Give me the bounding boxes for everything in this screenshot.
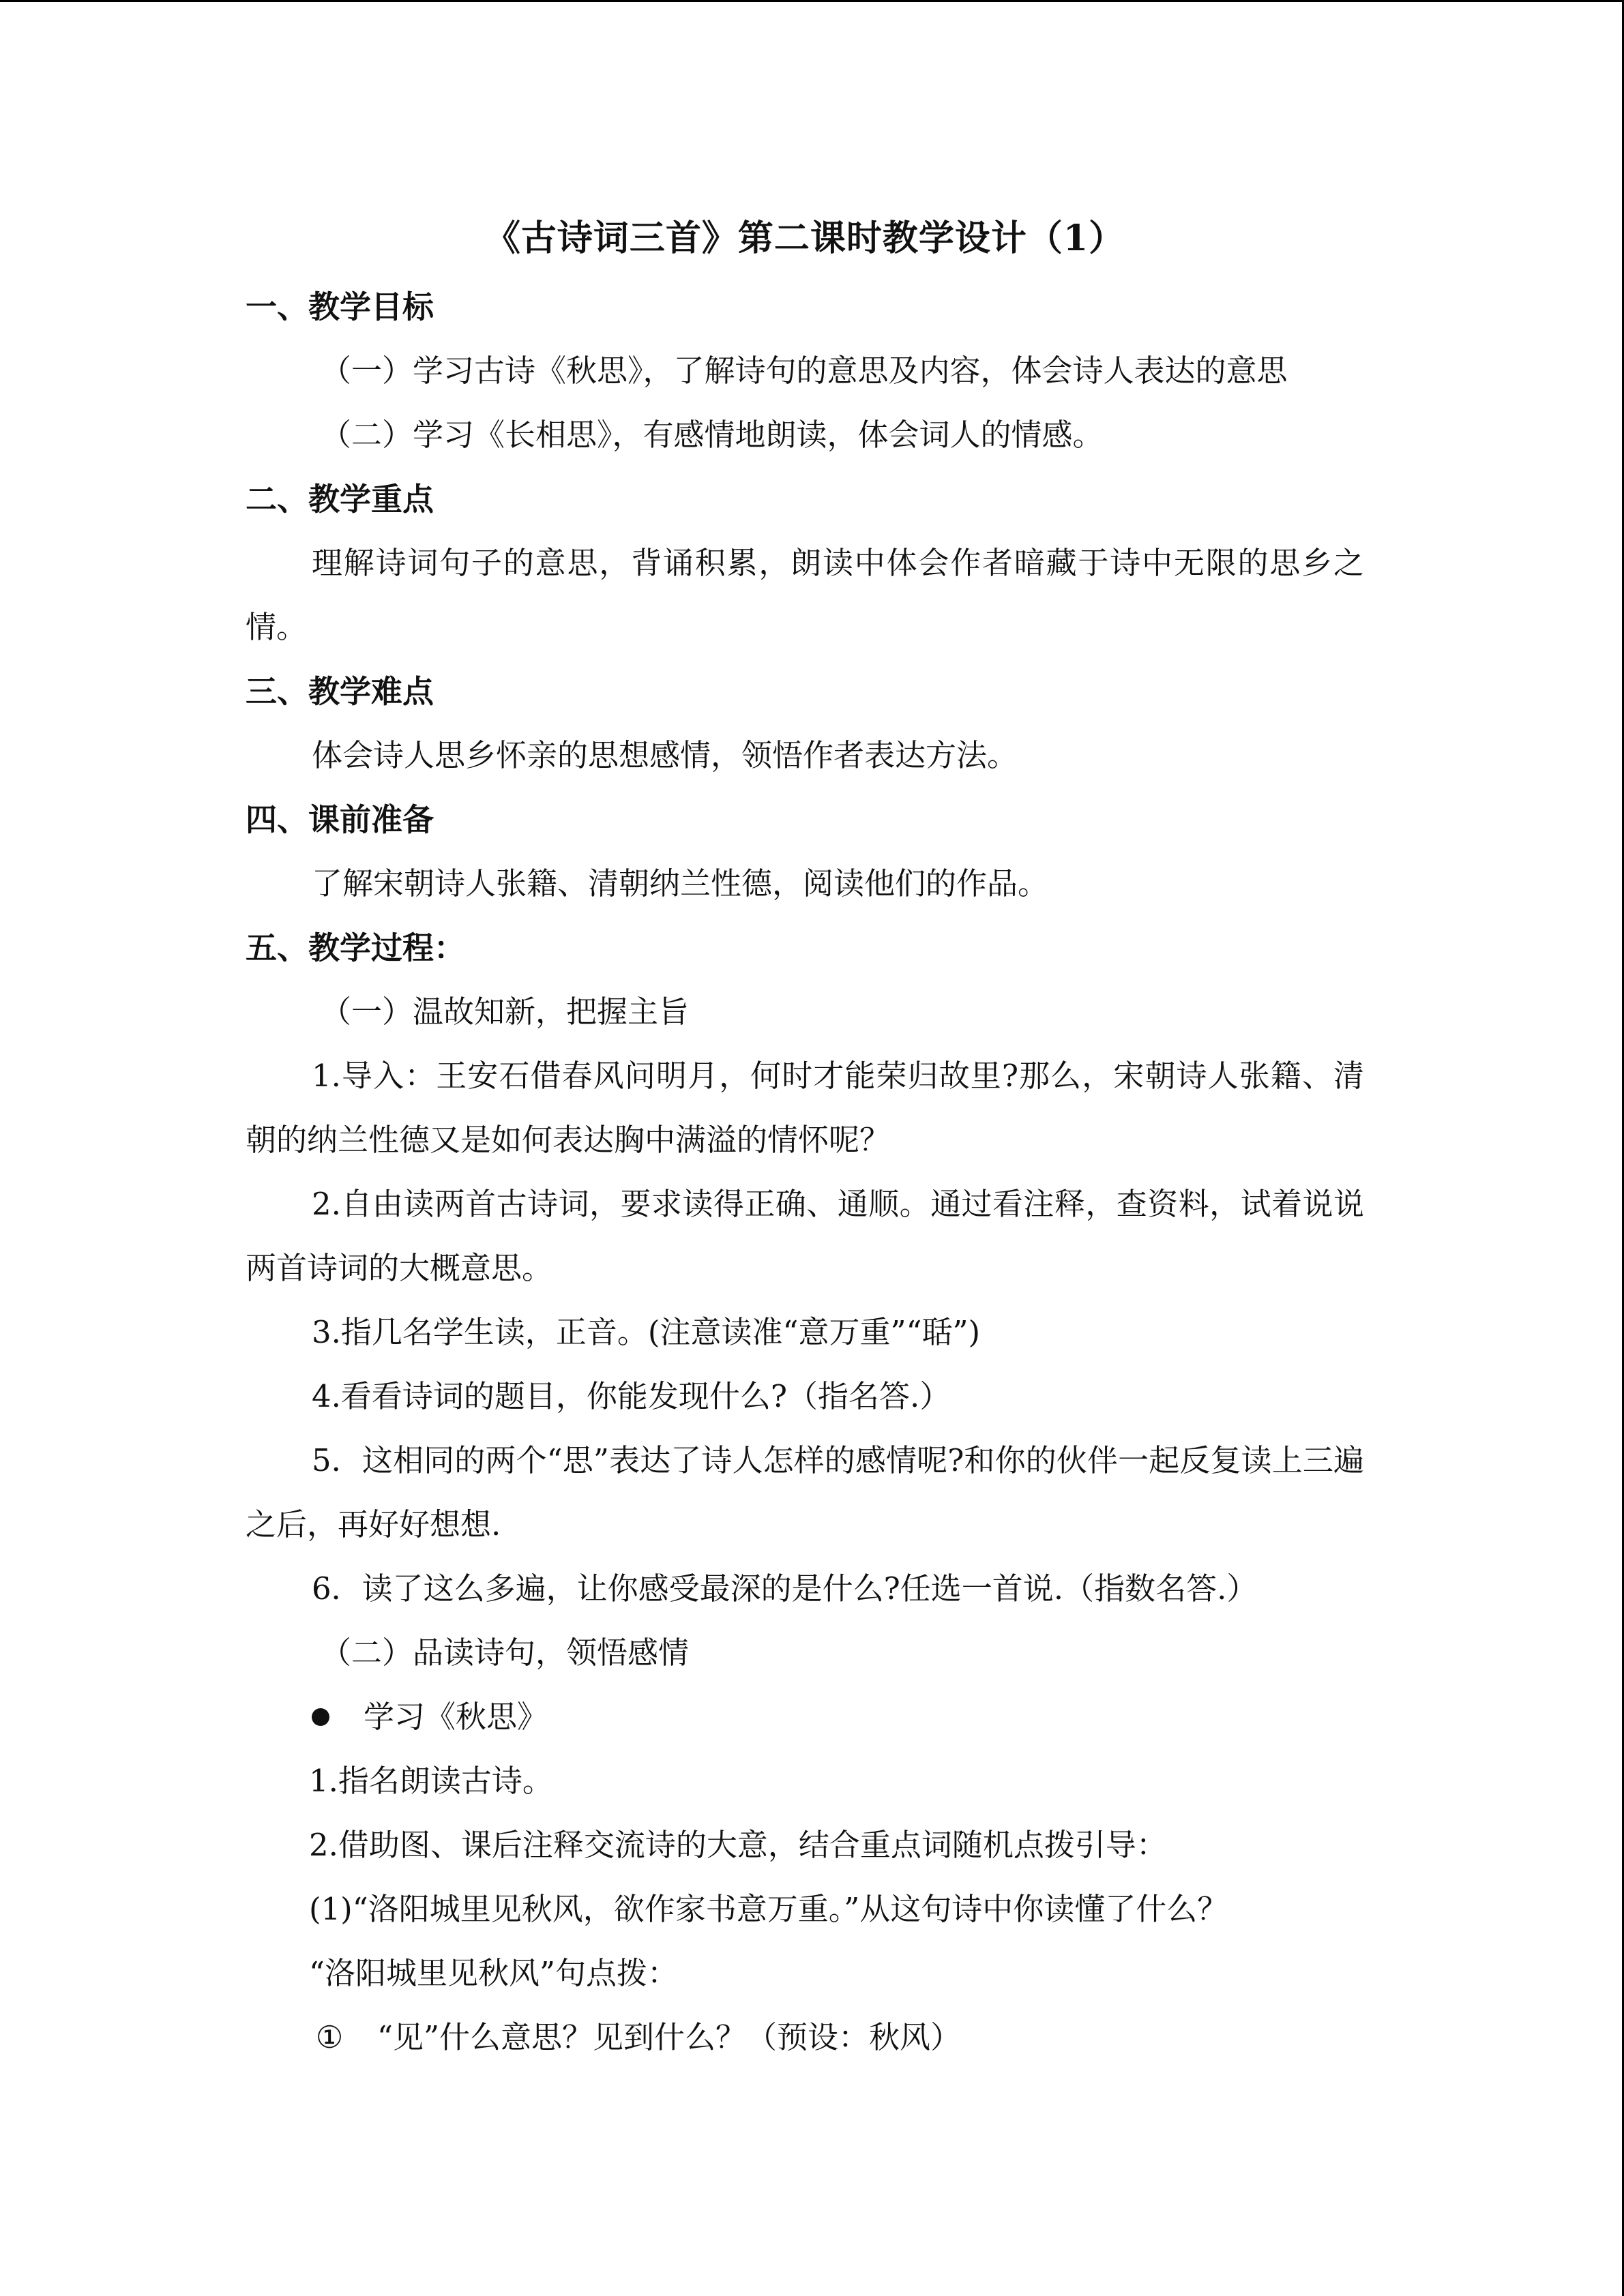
sub-step-2: 2.借助图、课后注释交流诗的大意，结合重点词随机点拨引导： xyxy=(309,1827,1167,1863)
heading-teaching-goals: 一、教学目标 xyxy=(246,288,434,325)
heading-teaching-difficulty: 三、教学难点 xyxy=(246,673,434,710)
goal-item-2: （二）学习《长相思》，有感情地朗读，体会词人的情感。 xyxy=(321,417,1104,453)
circled-item-text: “见”什么意思？见到什么？（预设：秋风） xyxy=(377,2019,962,2055)
sub-step-3: (1)“洛阳城里见秋风，欲作家书意万重。”从这句诗中你读懂了什么？ xyxy=(309,1891,1228,1927)
process-step-3: 3.指几名学生读，正音。(注意读准“意万重”“聒”) xyxy=(312,1314,981,1350)
bullet-text: 学习《秋思》 xyxy=(364,1699,548,1735)
process-step-2: 2.自由读两首古诗词，要求读得正确、通顺。通过看注释，查资料，试着说说两首诗词的大概意思。 xyxy=(246,1186,1364,1286)
page-top-border xyxy=(0,0,1624,2)
teaching-focus-text: 理解诗词句子的意思，背诵积累，朗读中体会作者暗藏于诗中无限的思乡之情。 xyxy=(246,545,1364,645)
goal-item-1: （一）学习古诗《秋思》，了解诗句的意思及内容，体会诗人表达的意思 xyxy=(321,353,1288,389)
sub-step-4: “洛阳城里见秋风”句点拨： xyxy=(309,1955,679,1991)
teaching-difficulty-text: 体会诗人思乡怀亲的思想感情，领悟作者表达方法。 xyxy=(312,737,1018,773)
process-step-4: 4.看看诗词的题目，你能发现什么?（指名答.） xyxy=(312,1378,951,1414)
circled-number: ① xyxy=(315,2019,344,2055)
document-body xyxy=(246,208,1364,2070)
document-title: 《古诗词三首》第二课时教学设计（1） xyxy=(484,218,1125,259)
bullet-dot-icon xyxy=(312,1708,329,1726)
process-part2-heading: （二）品读诗句，领悟感情 xyxy=(321,1635,690,1671)
heading-preparation: 四、课前准备 xyxy=(246,801,434,838)
sub-step-1: 1.指名朗读古诗。 xyxy=(309,1763,553,1799)
process-step-1: 1.导入：王安石借春风问明月，何时才能荣归故里?那么，宋朝诗人张籍、清朝的纳兰性德又是如何表达胸中满溢的情怀呢？ xyxy=(246,1058,1364,1158)
circled-item xyxy=(246,2006,1364,2070)
process-step-6: 6．读了这么多遍，让你感受最深的是什么?任选一首说.（指数名答.） xyxy=(312,1570,1258,1607)
preparation-text: 了解宋朝诗人张籍、清朝纳兰性德，阅读他们的作品。 xyxy=(312,865,1049,901)
process-step-5: 5．这相同的两个“思”表达了诗人怎样的感情呢?和你的伙伴一起反复读上三遍之后，再好好想想. xyxy=(246,1442,1364,1542)
heading-teaching-focus: 二、教学重点 xyxy=(246,481,434,518)
process-part1-heading: （一）温故知新，把握主旨 xyxy=(321,994,690,1030)
heading-teaching-process: 五、教学过程： xyxy=(246,929,465,966)
bullet-item xyxy=(246,1685,1364,1749)
